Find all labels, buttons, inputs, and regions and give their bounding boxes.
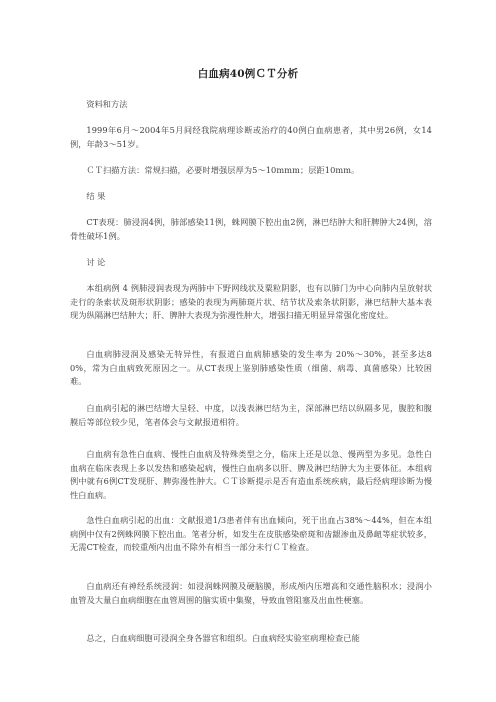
discussion-paragraph-6: 白血病还有神经系统浸润：如浸润蛛网膜及硬脑膜，形成颅内压增高和交通性脑积水；浸润小血管及大量白血病细胞在血管周围的脑实质中集聚，导致血管阻塞及出血性梗塞。 bbox=[70, 581, 432, 605]
discussion-heading: 讨 论 bbox=[86, 257, 106, 267]
discussion-paragraph-2: 白血病肺浸润及感染无特异性，有报道白血病肺感染的发生率为 20%～30%，甚至多达80%，常为白血病致死原因之一。从CT表现上鉴别肺感染性质（细菌、病毒、真菌感染）比较困难。 bbox=[70, 349, 432, 387]
methods-paragraph-1: 1999年6月～2004年5月间经我院病理诊断或治疗的40例白血病患者，其中男26例，女14例，年龄3～51岁。 bbox=[70, 125, 432, 149]
discussion-paragraph-7: 总之，白血病细胞可浸润全身各器官和组织。白血病经实验室病理检查已能 bbox=[86, 633, 360, 643]
discussion-paragraph-3: 白血病引起的淋巴结增大呈轻、中度，以浅表淋巴结为主，深部淋巴结以纵隔多见，腹腔和腹膜后等部位较少见，笔者体会与文献报道相符。 bbox=[70, 403, 432, 427]
discussion-paragraph-1: 本组病例 4 例肺浸润表现为两肺中下野网线状及粟粒阴影，也有以肺门为中心向肺内呈放射状走行的条索状及斑形状阴影；感染的表现为两肺斑片状、结节状及索条状阴影，淋巴结肿大基本表现为纵隔淋巴结肿大；肝、脾肿大表现为弥漫性肿大，增强扫描无明显异常强化密度灶。 bbox=[70, 283, 432, 321]
discussion-paragraph-5: 急性白血病引起的出血：文献报道1/3患者伴有出血倾向，死于出血占38%～44%，但在本组病例中仅有2例蛛网膜下腔出血。笔者分析，如发生在皮肤感染瘀斑和齿龈渗血及鼻衄等症状较多，无需CT检查，而较重颅内出血不除外有相当一部分未行ＣＴ检查。 bbox=[70, 515, 432, 553]
methods-heading: 资料和方法 bbox=[86, 99, 128, 109]
discussion-paragraph-4: 白血病有急性白血病、慢性白血病及特殊类型之分，临床上还是以急、慢两型为多见。急性白血病在临床表现上多以发热和感染起病，慢性白血病多以肝、脾及淋巴结肿大为主要体征。本组病例中就有6例CT发现肝、脾弥漫性肿大。ＣＴ诊断提示是否有造血系统疾病，最后经病理诊断为慢性白血病。 bbox=[70, 449, 432, 500]
methods-paragraph-2: ＣＴ扫描方法：常规扫描，必要时增强层厚为5～10mmm；层距10mm。 bbox=[86, 165, 360, 175]
document-title: 白血病40例ＣＴ分析 bbox=[197, 68, 299, 80]
results-paragraph-1: CT表现：肺浸润4例，肺部感染11例，蛛网膜下腔出血2例，淋巴结肿大和肝脾肿大24例，溶骨性破坏1例。 bbox=[70, 217, 432, 241]
results-heading: 结 果 bbox=[86, 191, 106, 201]
